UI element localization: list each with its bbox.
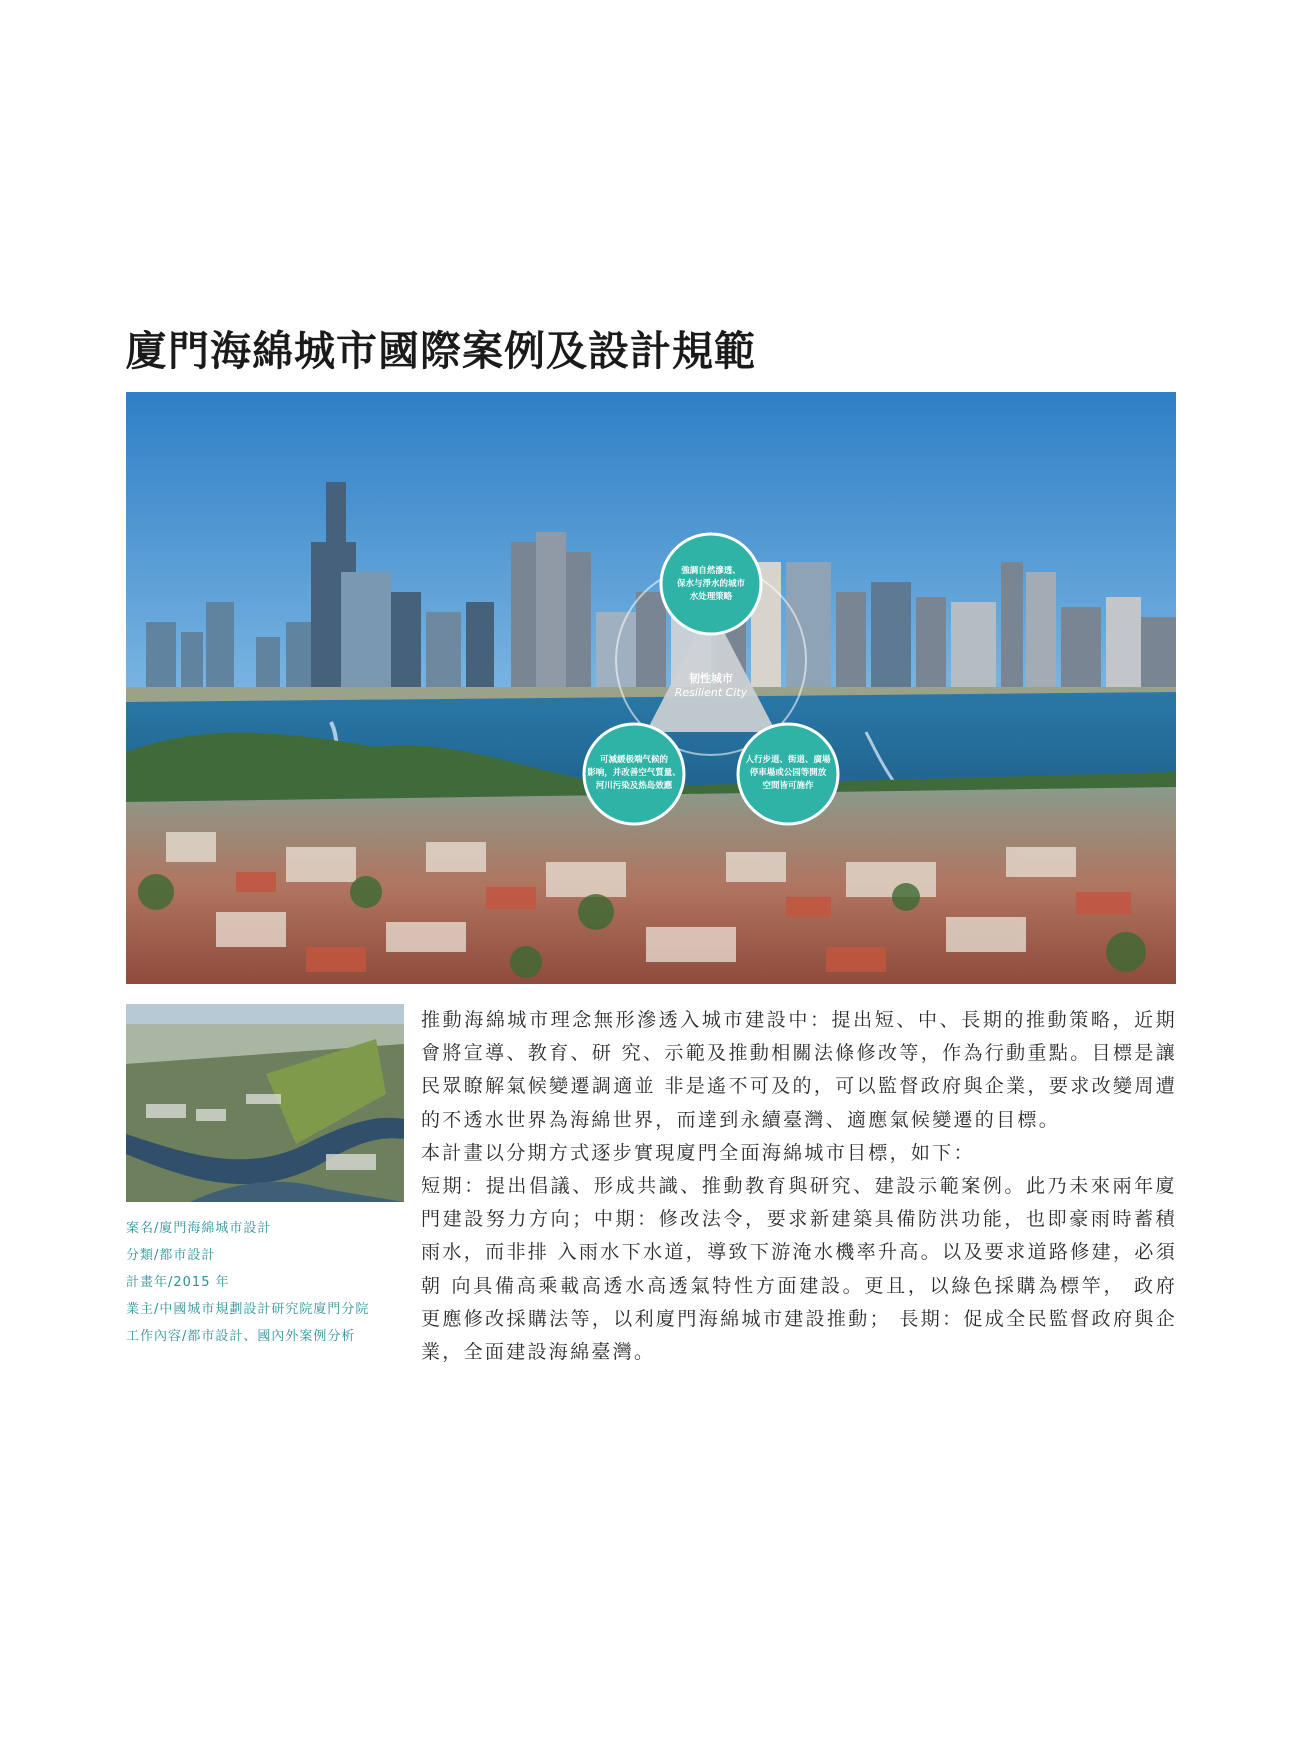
body-text	[421, 1004, 1177, 1369]
right-circle-line-3: 空間皆可施作	[762, 781, 814, 791]
project-owner: 業主/中國城市規劃設計研究院廈門分院	[126, 1302, 370, 1317]
project-name: 案名/廈門海綿城市設計	[126, 1221, 272, 1236]
body-paragraph: 短期：提出倡議、形成共識、推動教育與研究、建設示範案例。此乃未來兩年廈門建設努力方向；中期：修改法令，要求新建築具備防洪功能，也即豪雨時蓄積雨水，而非排 入雨水下水道，導致下游淹水機率升高。以及要求道路修建，必須朝 向具備高乘載高透水高透氣特性方面建設。更且，以綠色採購為標竿， 政府更應修改採購法等，以利廈門海綿城市建設推動； 長期：促成全民監督政府與企業，全面建設海綿臺灣。	[421, 1175, 1177, 1364]
project-category: 分類/都市設計	[126, 1248, 216, 1263]
left-circle-line-1: 可減緩极端气候的	[599, 755, 669, 765]
diagram-center-label-zh: 韧性城市	[689, 672, 733, 685]
top-circle-line-2: 保水与淨水的城市	[676, 579, 746, 589]
project-info	[126, 1215, 416, 1350]
page-title: 廈門海綿城市國際案例及設計規範	[126, 327, 756, 375]
aerial-thumbnail-photo	[126, 1004, 404, 1202]
left-circle-line-2: 影响，并改善空气質量、	[587, 768, 681, 778]
diagram-center-label-en: Resilient City	[674, 686, 748, 699]
project-scope: 工作內容/都市設計、國內外案例分析	[126, 1329, 356, 1344]
top-circle-line-3: 水处理策略	[689, 592, 733, 602]
right-circle-line-1: 人行步道、街道、廣場	[745, 755, 831, 765]
body-paragraph: 本計畫以分期方式逐步實現廈門全面海綿城市目標，如下：	[421, 1141, 975, 1164]
project-year: 計畫年/2015 年	[126, 1275, 230, 1290]
body-paragraph: 推動海綿城市理念無形滲透入城市建設中：提出短、中、長期的推動策略，近期會將宣導、教育、研 究、示範及推動相關法條修改等，作為行動重點。目標是讓民眾瞭解氣候變遷調適並 非是遙不可及的，可以監督政府與企業，要求改變周遭的不透水世界為海綿世界，而達到永續臺灣、適應氣候變遷的目標。	[421, 1009, 1177, 1131]
top-circle-line-1: 強調自然滲透、	[681, 566, 741, 576]
left-circle-line-3: 河川污染及热岛效應	[595, 781, 673, 791]
right-circle-line-2: 停車場或公园等開放	[749, 768, 827, 778]
hero-photo	[126, 392, 1176, 984]
